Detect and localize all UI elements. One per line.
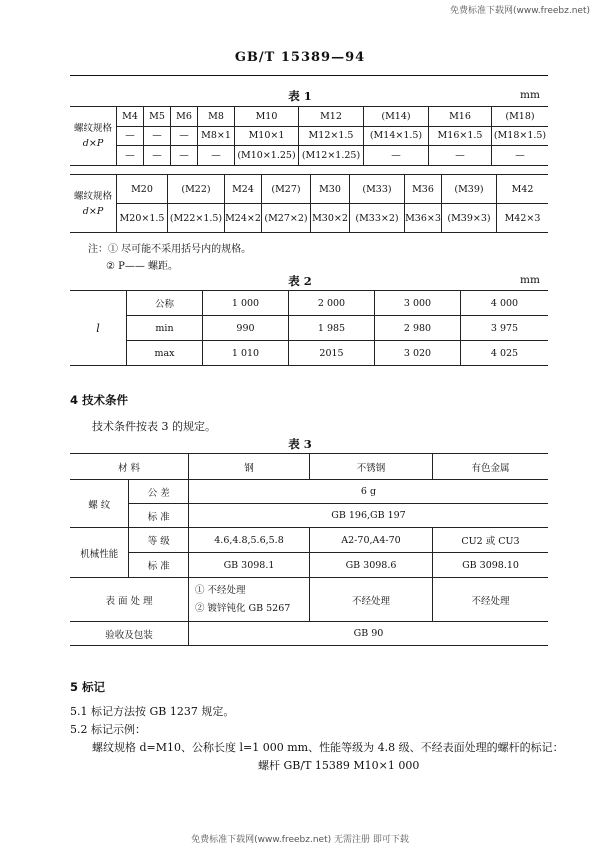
table-cell: M36×3 [405, 204, 442, 233]
spec-cell: M42 [497, 175, 549, 204]
surface-steel-cell [189, 578, 310, 622]
table-cell: (M33×2) [350, 204, 405, 233]
table-cell: — [144, 146, 171, 166]
spec-cell: M36 [405, 175, 442, 204]
thread-tolerance-label: 公 差 [129, 480, 189, 504]
table-cell: — [144, 126, 171, 146]
table-cell: 2015 [289, 341, 375, 366]
thread-standard-value: GB 196,GB 197 [189, 504, 549, 528]
table1-row-header: 螺纹规格 d×P [70, 107, 117, 166]
table-cell: 4 025 [461, 341, 549, 366]
table3-header-material: 材 料 [70, 454, 189, 480]
header-rule [70, 75, 548, 76]
section5-heading: 5 标记 [70, 680, 106, 694]
standard-number: GB/T 15389—94 [234, 50, 366, 65]
table-cell: (M14×1.5) [364, 126, 429, 146]
table-cell: — [117, 146, 144, 166]
surface-steel-option-1: ① 不经处理 [195, 584, 246, 596]
table-cell: — [171, 146, 198, 166]
table2-caption: 表 2 [288, 274, 312, 288]
table-cell: — [364, 146, 429, 166]
spec-cell: M4 [117, 107, 144, 127]
spec-cell: M20 [117, 175, 168, 204]
table2 [70, 290, 548, 366]
table-cell: 990 [203, 316, 289, 341]
table3-header-steel: 钢 [189, 454, 310, 480]
mech-standard-label: 标 准 [129, 553, 189, 578]
table-cell: M12×1.5 [299, 126, 364, 146]
table1-note-1: 注：① 尽可能不采用括号内的规格。 [88, 244, 252, 255]
spec-cell: M6 [171, 107, 198, 127]
table-cell: (M10×1.25) [235, 146, 299, 166]
table-cell: 4.6,4.8,5.6,5.8 [189, 528, 310, 553]
table-cell: — [198, 146, 235, 166]
table-cell: 不经处理 [433, 578, 549, 622]
inspection-value: GB 90 [189, 622, 549, 646]
table-cell: A2-70,A4-70 [310, 528, 433, 553]
spec-cell: M10 [235, 107, 299, 127]
table-cell: 1 000 [203, 291, 289, 316]
table3 [70, 453, 548, 646]
table1-caption: 表 1 [288, 89, 312, 103]
table-cell: 2 000 [289, 291, 375, 316]
table-cell: M24×2 [225, 204, 262, 233]
table-cell: 3 975 [461, 316, 549, 341]
table-cell: 3 020 [375, 341, 461, 366]
spec-cell: (M14) [364, 107, 429, 127]
spec-cell: (M18) [492, 107, 549, 127]
table-cell: 不经处理 [310, 578, 433, 622]
section5-item1: 5.1 标记方法按 GB 1237 规定。 [70, 705, 235, 718]
mech-group-label: 机械性能 [70, 528, 129, 578]
thread-standard-label: 标 准 [129, 504, 189, 528]
table-cell: GB 3098.6 [310, 553, 433, 578]
table3-header-nonferrous: 有色金属 [433, 454, 549, 480]
table-cell: 4 000 [461, 291, 549, 316]
table-cell: 1 010 [203, 341, 289, 366]
table-cell: max [127, 341, 203, 366]
table-cell: 3 000 [375, 291, 461, 316]
table-cell: (M18×1.5) [492, 126, 549, 146]
table1-note-2: ② P—— 螺距。 [106, 261, 179, 272]
surface-steel-option-2: ② 镀锌钝化 GB 5267 [195, 602, 291, 614]
table-cell: (M12×1.25) [299, 146, 364, 166]
table-cell: — [429, 146, 492, 166]
table-cell: CU2 或 CU3 [433, 528, 549, 553]
table-cell: (M39×3) [442, 204, 497, 233]
table3-header-stainless: 不锈钢 [310, 454, 433, 480]
table-cell: M42×3 [497, 204, 549, 233]
table1-row-header: 螺纹规格 d×P [70, 175, 117, 233]
table-cell: M10×1 [235, 126, 299, 146]
spec-cell: (M27) [262, 175, 311, 204]
surface-treatment-label: 表 面 处 理 [70, 578, 189, 622]
spec-cell: (M22) [168, 175, 225, 204]
table1-unit: mm [520, 89, 540, 101]
spec-cell: M5 [144, 107, 171, 127]
spec-cell: M24 [225, 175, 262, 204]
table-cell: — [492, 146, 549, 166]
spec-cell: M8 [198, 107, 235, 127]
spec-cell: (M33) [350, 175, 405, 204]
spec-cell: M30 [311, 175, 350, 204]
section4-text: 技术条件按表 3 的规定。 [92, 420, 216, 433]
table-cell: GB 3098.10 [433, 553, 549, 578]
table-cell: (M22×1.5) [168, 204, 225, 233]
section4-heading: 4 技术条件 [70, 393, 129, 407]
table-cell: (M27×2) [262, 204, 311, 233]
table-cell: M8×1 [198, 126, 235, 146]
section5-marking: 螺杆 GB/T 15389 M10×1 000 [258, 759, 420, 772]
spec-cell: M12 [299, 107, 364, 127]
table2-unit: mm [520, 274, 540, 286]
table-cell: 1 985 [289, 316, 375, 341]
thread-tolerance-value: 6 g [189, 480, 549, 504]
table-cell: 2 980 [375, 316, 461, 341]
section5-example-text: 螺纹规格 d=M10、公称长度 l=1 000 mm、性能等级为 4.8 级、不经表面处理的螺杆的标记： [92, 741, 564, 754]
thread-group-label: 螺 纹 [70, 480, 129, 528]
table-cell: — [117, 126, 144, 146]
table-cell: — [171, 126, 198, 146]
table2-symbol: l [70, 291, 127, 366]
table-cell: min [127, 316, 203, 341]
table-cell: M20×1.5 [117, 204, 168, 233]
spec-cell: M16 [429, 107, 492, 127]
table1-part2 [70, 174, 548, 233]
spec-cell: (M39) [442, 175, 497, 204]
watermark-top: 免费标准下载网(www.freebz.net) [450, 6, 590, 16]
table-cell: M30×2 [311, 204, 350, 233]
table-cell: 公称 [127, 291, 203, 316]
table-cell: GB 3098.1 [189, 553, 310, 578]
table-cell: M16×1.5 [429, 126, 492, 146]
inspection-label: 验收及包装 [70, 622, 189, 646]
section5-item2: 5.2 标记示例： [70, 723, 146, 736]
table3-caption: 表 3 [288, 437, 312, 451]
watermark-bottom: 免费标准下载网(www.freebz.net) 无需注册 即可下载 [191, 835, 409, 845]
mech-grade-label: 等 级 [129, 528, 189, 553]
table1-part1 [70, 106, 548, 166]
